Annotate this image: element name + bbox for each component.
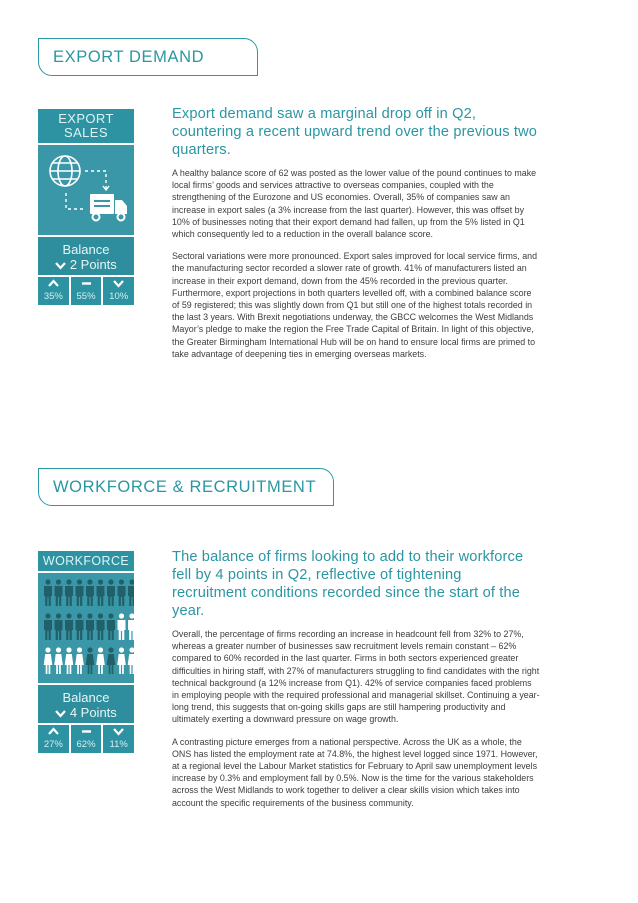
section-header-workforce [38, 468, 334, 506]
body-paragraph: A healthy balance score of 62 was posted as the lower value of the pound continues to make local firms’ goods and services attractive to overseas companies, coupled with the strengthening of the Eurozone and US economies. Overall, 35% of companies saw an increase in export sales (a 3% increase from the last quarter). However, this was offset by 10% of businesses noting that their export demand had fallen, up from the 5% listed in Q1 which consequently led to a reduction in the overall balance score. [172, 168, 537, 240]
section-title: EXPORT DEMAND [53, 47, 205, 66]
person-icon [107, 613, 115, 640]
chevron-up-icon [38, 279, 69, 291]
person-icon [65, 579, 73, 606]
card-title [38, 551, 134, 571]
stat-decrease [103, 725, 134, 753]
person-icon [44, 647, 53, 674]
person-icon [118, 579, 126, 606]
person-icon [55, 579, 63, 606]
person-icon [54, 647, 63, 674]
balance-box [38, 685, 134, 723]
workforce-text-column [172, 548, 540, 809]
person-icon [65, 613, 73, 640]
workforce-card [38, 551, 134, 753]
card-illustration [38, 145, 134, 235]
export-illustration [38, 145, 134, 235]
balance-label: Balance [62, 690, 110, 705]
balance-change-text: 4 Points [69, 705, 117, 720]
stat-value: 62% [76, 739, 96, 750]
stat-value: 11% [109, 739, 128, 750]
chevron-down-icon [55, 706, 66, 721]
section-title: WORKFORCE & RECRUITMENT [53, 477, 317, 496]
person-icon [55, 613, 63, 640]
person-icon [97, 613, 105, 640]
stat-value: 27% [43, 739, 63, 750]
person-icon [76, 613, 84, 640]
person-icon [86, 613, 94, 640]
card-title-line: WORKFORCE [42, 554, 130, 568]
stat-increase [38, 277, 69, 305]
stat-value: 55% [76, 291, 96, 302]
stat-same [71, 725, 102, 753]
person-icon [128, 647, 134, 674]
globe-icon [50, 156, 80, 186]
stat-decrease [103, 277, 134, 305]
stat-increase [38, 725, 69, 753]
delivery-truck-icon [90, 194, 127, 221]
person-icon [107, 647, 116, 674]
person-icon [76, 579, 84, 606]
balance-change [38, 257, 134, 273]
body-paragraph: Overall, the percentage of firms recording an increase in headcount fell from 32% to 27%, whereas a greater number of businesses saw recruitment levels remain constant – 62% compared to 60% recorded in the last quarter. Firms in both sectors experienced greater difficulties in hiring staff, with 27% of manufacturers struggling to find candidates with the right technical background (a 12% increase from Q1). 42% of service companies faced problems in employing people with the required professional and managerial skillset. Continuing a year-long trend, this suggests that on-going skills gaps are still hampering productivity and ultimately exerting a downward pressure on wage growth. [172, 629, 540, 725]
balance-change [38, 705, 134, 721]
balance-change-text: 2 Points [69, 257, 117, 272]
stat-value: 35% [43, 291, 63, 302]
balance-box [38, 237, 134, 275]
person-icon [96, 647, 105, 674]
chevron-up-icon [38, 727, 69, 739]
chevron-down-icon [55, 258, 66, 273]
body-paragraph: A contrasting picture emerges from a national perspective. Across the UK as a whole, the ONS has listed the employment rate at 74.8%, the highest level logged since 1971. However, at a regional level the Labour Market statistics for February to April saw unemployment levels increase by 0.3% and employment fall by 0.5%. Now is the time for the various stakeholders across the West Midlands to work together to deliver a clear skills vision which takes into account the specific requirements of the business community. [172, 736, 538, 808]
person-icon [44, 579, 52, 606]
stat-value: 10% [109, 291, 129, 302]
person-icon [86, 579, 94, 606]
card-title-line: SALES [64, 125, 108, 140]
lead-paragraph: The balance of firms looking to add to their workforce fell by 4 points in Q2, reflective of tightening recruitment conditions recorded since the start of the year. [172, 549, 524, 619]
person-icon [44, 613, 52, 640]
card-title-line: EXPORT [58, 111, 114, 126]
people-grid [38, 573, 134, 683]
person-icon [75, 647, 84, 674]
stat-same [71, 277, 102, 305]
dash-icon [71, 727, 102, 739]
card-illustration [38, 573, 134, 683]
person-icon [97, 579, 105, 606]
card-title [38, 109, 134, 143]
balance-label: Balance [62, 242, 110, 257]
person-icon [128, 579, 134, 606]
lead-paragraph: Export demand saw a marginal drop off in Q2, countering a recent upward trend over the previous two quarters. [172, 106, 538, 158]
section-header-export-demand [38, 38, 258, 76]
chevron-down-icon [103, 279, 134, 291]
body-paragraph: Sectoral variations were more pronounced. Export sales improved for local service firms, and the manufacturing sector recorded a slower rate of growth. 41% of manufacturers listed an increase in their export demand, down from the 45% recorded in the previous quarter. Furthermore, export projections in both quarters levelled off, with a combined balance score of 59 registered; this was slightly down from Q1 but still one of the highest totals recorded in the last 3 years. With Brexit negotiations underway, the GBCC welcomes the West Midlands Mayor’s pledge to make the region the Free Trade Capital of Britain. In light of this objective, the Greater Birmingham International Hub will be on hand to ensure local firms are primed to take advantage of deepening ties in emerging overseas markets. [172, 251, 538, 359]
person-icon [107, 579, 115, 606]
person-icon [118, 613, 126, 640]
person-icon [65, 647, 74, 674]
export-text-column [172, 105, 540, 360]
person-icon [86, 647, 95, 674]
person-icon [128, 613, 134, 640]
stats-row [38, 277, 134, 305]
person-icon [117, 647, 126, 674]
chevron-down-icon [103, 727, 134, 739]
route-dashes [66, 193, 86, 209]
stats-row [38, 725, 134, 753]
dash-icon [71, 279, 102, 291]
export-sales-card [38, 109, 134, 305]
